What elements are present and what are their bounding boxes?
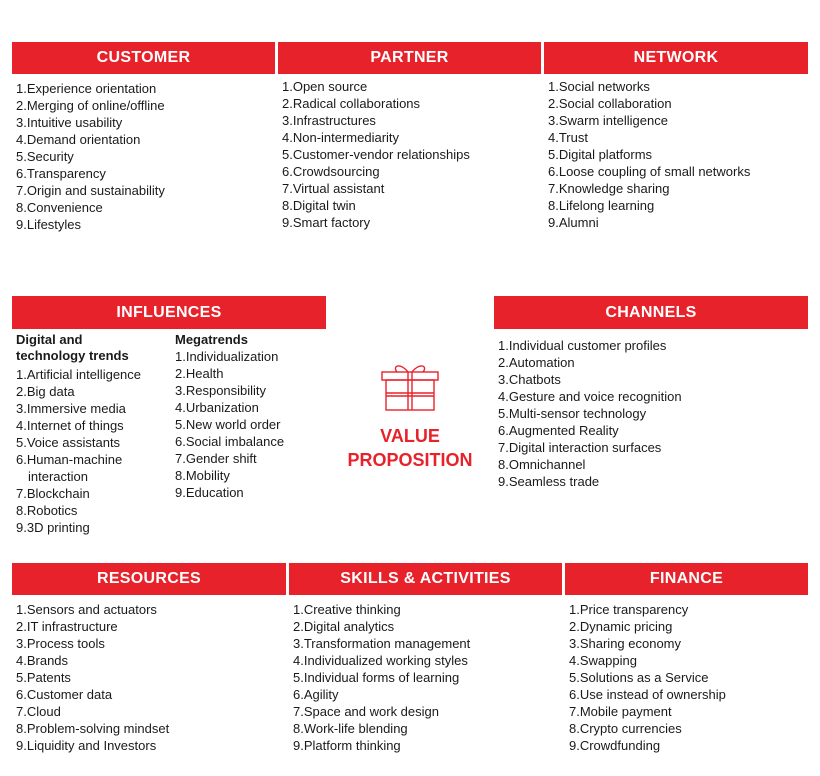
list-item: 3.Sharing economy <box>569 636 682 651</box>
list-item: 8.Work-life blending <box>293 721 408 736</box>
list-item: 8.Mobility <box>175 468 230 483</box>
list-item: 1.Individualization <box>175 349 279 364</box>
list-item: 5.Voice assistants <box>16 435 121 450</box>
list-item: 3.Immersive media <box>16 401 126 416</box>
list-item: 9.Platform thinking <box>293 738 401 753</box>
list-item: 6.Agility <box>293 687 339 702</box>
list-item: 5.Security <box>16 149 74 164</box>
digital-trends-heading <box>16 332 129 364</box>
value-proposition-label <box>330 424 490 472</box>
list-item: 8.Lifelong learning <box>548 198 655 213</box>
list-item: 8.Crypto currencies <box>569 721 682 736</box>
list-item: 1.Individual customer profiles <box>498 338 667 353</box>
list-item: 2.Radical collaborations <box>282 96 421 111</box>
list-item: 4.Brands <box>16 653 69 668</box>
megatrends-heading: Megatrends <box>175 332 248 347</box>
channels-title: CHANNELS <box>605 303 697 321</box>
list-item: 1.Open source <box>282 79 368 94</box>
finance-header <box>565 563 808 595</box>
list-item: 4.Demand orientation <box>16 132 141 147</box>
list-item: 4.Swapping <box>569 653 637 668</box>
list-item: 2.Health <box>175 366 224 381</box>
gift-icon <box>380 360 440 412</box>
list-item: 1.Experience orientation <box>16 81 157 96</box>
list-item: 1.Creative thinking <box>293 602 401 617</box>
list-item: 3.Swarm intelligence <box>548 113 668 128</box>
list-item: 7.Origin and sustainability <box>16 183 165 198</box>
list-item: 1.Artificial intelligence <box>16 367 142 382</box>
influences-header <box>12 296 326 329</box>
customer-title: CUSTOMER <box>96 49 191 66</box>
list-item: 6.Loose coupling of small networks <box>548 164 751 179</box>
network-list <box>548 78 750 231</box>
digital-trends-list <box>16 366 141 536</box>
list-item: 8.Robotics <box>16 503 78 518</box>
list-item: 3.Intuitive usability <box>16 115 123 130</box>
list-item: 2.Digital analytics <box>293 619 395 634</box>
list-item: interaction <box>28 469 88 484</box>
list-item: 3.Responsibility <box>175 383 267 398</box>
list-item: 2.Automation <box>498 355 575 370</box>
list-item: 9.Crowdfunding <box>569 738 661 753</box>
list-item: 4.Non-intermediarity <box>282 130 400 145</box>
digital-trends-heading-line1: Digital and <box>16 332 83 347</box>
network-title: NETWORK <box>633 49 719 66</box>
skills-header <box>289 563 562 595</box>
list-item: 8.Omnichannel <box>498 457 586 472</box>
list-item: 2.Social collaboration <box>548 96 672 111</box>
list-item: 5.Individual forms of learning <box>293 670 460 685</box>
customer-list <box>16 80 165 233</box>
resources-title: RESOURCES <box>96 570 202 587</box>
list-item: 2.IT infrastructure <box>16 619 118 634</box>
list-item: 2.Merging of online/offline <box>16 98 165 113</box>
list-item: 1.Social networks <box>548 79 650 94</box>
list-item: 9.Education <box>175 485 244 500</box>
list-item: 1.Sensors and actuators <box>16 602 157 617</box>
list-item: 5.Solutions as a Service <box>569 670 709 685</box>
value-proposition-line1: VALUE <box>380 426 440 446</box>
partner-list <box>282 78 470 231</box>
influences-title: INFLUENCES <box>116 303 222 321</box>
list-item: 8.Digital twin <box>282 198 356 213</box>
list-item: 8.Problem-solving mindset <box>16 721 170 736</box>
list-item: 7.Digital interaction surfaces <box>498 440 662 455</box>
list-item: 6.Transparency <box>16 166 106 181</box>
list-item: 6.Customer data <box>16 687 113 702</box>
finance-list <box>569 601 726 754</box>
list-item: 9.Seamless trade <box>498 474 600 489</box>
megatrends-list <box>175 348 284 501</box>
list-item: 3.Infrastructures <box>282 113 376 128</box>
partner-title: PARTNER <box>370 49 449 66</box>
list-item: 9.3D printing <box>16 520 90 535</box>
list-item: 3.Chatbots <box>498 372 561 387</box>
skills-title: SKILLS & ACTIVITIES <box>340 570 511 587</box>
finance-title: FINANCE <box>649 570 724 587</box>
list-item: 9.Smart factory <box>282 215 371 230</box>
list-item: 6.Human-machine <box>16 452 123 467</box>
list-item: 5.Multi-sensor technology <box>498 406 647 421</box>
list-item: 7.Gender shift <box>175 451 257 466</box>
list-item: 9.Alumni <box>548 215 599 230</box>
list-item: 9.Liquidity and Investors <box>16 738 157 753</box>
list-item: 6.Use instead of ownership <box>569 687 726 702</box>
list-item: 7.Space and work design <box>293 704 439 719</box>
value-proposition-line2: PROPOSITION <box>347 450 473 470</box>
list-item: 9.Lifestyles <box>16 217 82 232</box>
list-item: 5.Customer-vendor relationships <box>282 147 470 162</box>
list-item: 8.Convenience <box>16 200 103 215</box>
list-item: 4.Trust <box>548 130 588 145</box>
list-item: 6.Crowdsourcing <box>282 164 380 179</box>
network-header <box>544 42 808 74</box>
list-item: 3.Transformation management <box>293 636 471 651</box>
list-item: 4.Urbanization <box>175 400 259 415</box>
list-item: 5.Patents <box>16 670 71 685</box>
list-item: 7.Virtual assistant <box>282 181 385 196</box>
channels-header <box>494 296 808 329</box>
list-item: 4.Gesture and voice recognition <box>498 389 682 404</box>
list-item: 1.Price transparency <box>569 602 689 617</box>
resources-header <box>12 563 286 595</box>
list-item: 3.Process tools <box>16 636 105 651</box>
resources-list <box>16 601 169 754</box>
skills-list <box>293 601 470 754</box>
list-item: 7.Cloud <box>16 704 61 719</box>
list-item: 4.Internet of things <box>16 418 124 433</box>
list-item: 7.Knowledge sharing <box>548 181 670 196</box>
list-item: 2.Dynamic pricing <box>569 619 673 634</box>
channels-list <box>498 337 682 490</box>
customer-header <box>12 42 275 74</box>
list-item: 2.Big data <box>16 384 75 399</box>
list-item: 7.Mobile payment <box>569 704 672 719</box>
list-item: 6.Social imbalance <box>175 434 285 449</box>
list-item: 5.Digital platforms <box>548 147 653 162</box>
list-item: 6.Augmented Reality <box>498 423 619 438</box>
list-item: 4.Individualized working styles <box>293 653 468 668</box>
digital-trends-heading-line2: technology trends <box>16 348 129 363</box>
list-item: 5.New world order <box>175 417 281 432</box>
partner-header <box>278 42 541 74</box>
list-item: 7.Blockchain <box>16 486 90 501</box>
